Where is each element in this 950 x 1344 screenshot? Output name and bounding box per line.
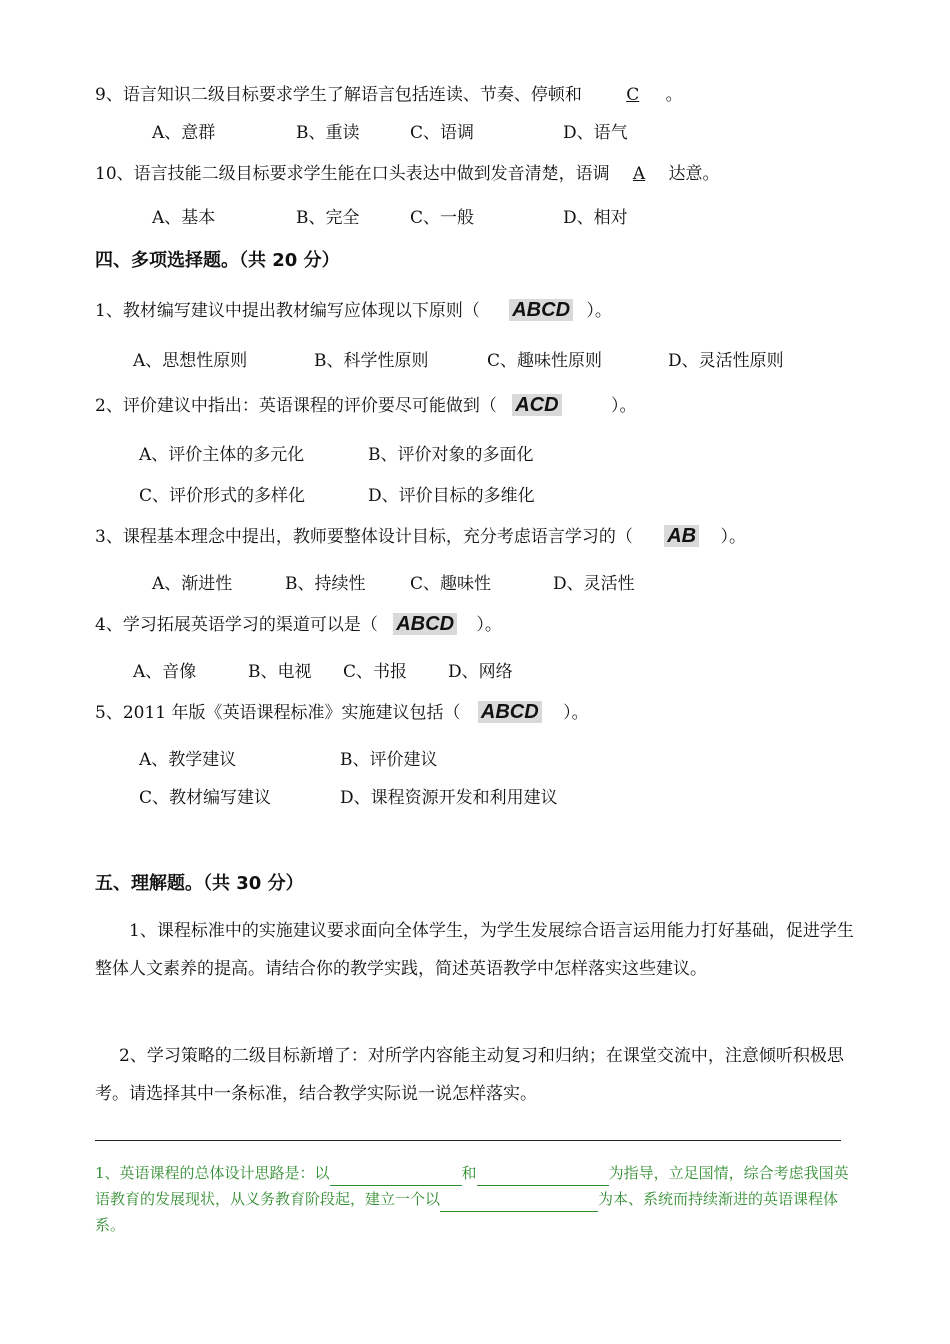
option-d: D、网络 bbox=[448, 662, 513, 682]
question-9-end: 。 bbox=[665, 85, 683, 105]
understanding-question-1: 1、课程标准中的实施建议要求面向全体学生，为学生发展综合语言运用能力打好基础，促进学生整体人文素养的提高。请结合你的教学实践，简述英语教学中怎样落实这些建议。 bbox=[95, 921, 854, 979]
question-10-stem: 10、语言技能二级目标要求学生能在口头表达中做到发音清楚，语调 bbox=[95, 164, 610, 184]
option-a: A、渐进性 bbox=[152, 574, 233, 594]
option-c: C、趣味性 bbox=[410, 574, 492, 594]
footnote bbox=[95, 1160, 855, 1238]
option-b: B、持续性 bbox=[285, 574, 366, 594]
multi-question-3 bbox=[95, 525, 746, 549]
option-d: D、灵活性 bbox=[553, 574, 635, 594]
option-c: C、评价形式的多样化 bbox=[139, 486, 306, 506]
option-a: A、意群 bbox=[152, 123, 216, 143]
option-a: A、音像 bbox=[133, 662, 197, 682]
footnote-blank-3 bbox=[440, 1193, 598, 1212]
question-9 bbox=[95, 83, 683, 107]
footnote-part-3: 为指导，立足国情，综合考虑我国英语教育的发展现状，从义务教育阶段起，建立一个以 bbox=[95, 1164, 849, 1208]
option-a: A、思想性原则 bbox=[133, 351, 248, 371]
multi-question-3-stem: 3、课程基本理念中提出，教师要整体设计目标，充分考虑语言学习的（ bbox=[95, 527, 633, 547]
option-c: C、一般 bbox=[410, 208, 475, 228]
option-d: D、语气 bbox=[563, 123, 628, 143]
footnote-part-1: 1、英语课程的总体设计思路是：以 bbox=[95, 1164, 330, 1182]
multi-question-3-answer: AB bbox=[664, 525, 699, 547]
footnote-part-4: 为本、系统而持续渐进的英语课程体系。 bbox=[95, 1190, 839, 1234]
option-d: D、评价目标的多维化 bbox=[368, 486, 535, 506]
multi-question-1-answer: ABCD bbox=[509, 299, 573, 321]
option-c: C、语调 bbox=[410, 123, 475, 143]
option-a: A、教学建议 bbox=[139, 750, 237, 770]
option-b: B、重读 bbox=[296, 123, 360, 143]
option-b: B、完全 bbox=[296, 208, 360, 228]
option-a: A、评价主体的多元化 bbox=[139, 445, 305, 465]
understanding-question-2: 2、学习策略的二级目标新增了：对所学内容能主动复习和归纳；在课堂交流中，注意倾听积极思考。请选择其中一条标准，结合教学实际说一说怎样落实。 bbox=[95, 1046, 844, 1104]
multi-question-4 bbox=[95, 613, 502, 637]
question-10-end: 达意。 bbox=[668, 164, 720, 184]
multi-question-5 bbox=[95, 701, 589, 725]
footnote-blank-1 bbox=[330, 1167, 462, 1186]
multi-question-2-stem: 2、评价建议中指出：英语课程的评价要尽可能做到（ bbox=[95, 396, 497, 416]
option-b: B、电视 bbox=[248, 662, 312, 682]
multi-question-2-answer: ACD bbox=[512, 394, 561, 416]
option-d: D、课程资源开发和利用建议 bbox=[340, 788, 558, 808]
option-b: B、评价建议 bbox=[340, 750, 438, 770]
multi-question-5-end: ）。 bbox=[563, 703, 589, 723]
multi-question-1 bbox=[95, 299, 612, 323]
section-5-heading: 五、理解题。（共 30 分） bbox=[95, 873, 304, 894]
option-a: A、基本 bbox=[152, 208, 216, 228]
multi-question-4-end: ）。 bbox=[476, 615, 502, 635]
footnote-divider bbox=[95, 1140, 841, 1141]
option-b: B、评价对象的多面化 bbox=[368, 445, 534, 465]
multi-question-4-answer: ABCD bbox=[393, 613, 457, 635]
option-c: C、书报 bbox=[343, 662, 408, 682]
section-4-heading: 四、多项选择题。（共 20 分） bbox=[95, 250, 340, 271]
option-d: D、相对 bbox=[563, 208, 628, 228]
option-c: C、教材编写建议 bbox=[139, 788, 272, 808]
multi-question-2-end: ）。 bbox=[610, 396, 637, 416]
multi-question-5-answer: ABCD bbox=[478, 701, 542, 723]
option-c: C、趣味性原则 bbox=[487, 351, 603, 371]
question-10 bbox=[95, 162, 719, 186]
question-9-stem: 9、语言知识二级目标要求学生了解语言包括连读、节奏、停顿和 bbox=[95, 85, 582, 105]
question-9-answer: C bbox=[626, 85, 640, 105]
question-10-answer: A bbox=[632, 164, 646, 184]
multi-question-5-stem: 5、2011 年版《英语课程标准》实施建议包括（ bbox=[95, 703, 461, 723]
multi-question-1-end: ）。 bbox=[586, 301, 612, 321]
footnote-blank-2 bbox=[477, 1167, 609, 1186]
multi-question-1-stem: 1、教材编写建议中提出教材编写应体现以下原则（ bbox=[95, 301, 480, 321]
multi-question-4-stem: 4、学习拓展英语学习的渠道可以是（ bbox=[95, 615, 378, 635]
multi-question-3-end: ）。 bbox=[720, 527, 747, 547]
option-d: D、灵活性原则 bbox=[668, 351, 784, 371]
option-b: B、科学性原则 bbox=[314, 351, 429, 371]
multi-question-2 bbox=[95, 394, 636, 418]
footnote-part-2: 和 bbox=[461, 1164, 477, 1182]
